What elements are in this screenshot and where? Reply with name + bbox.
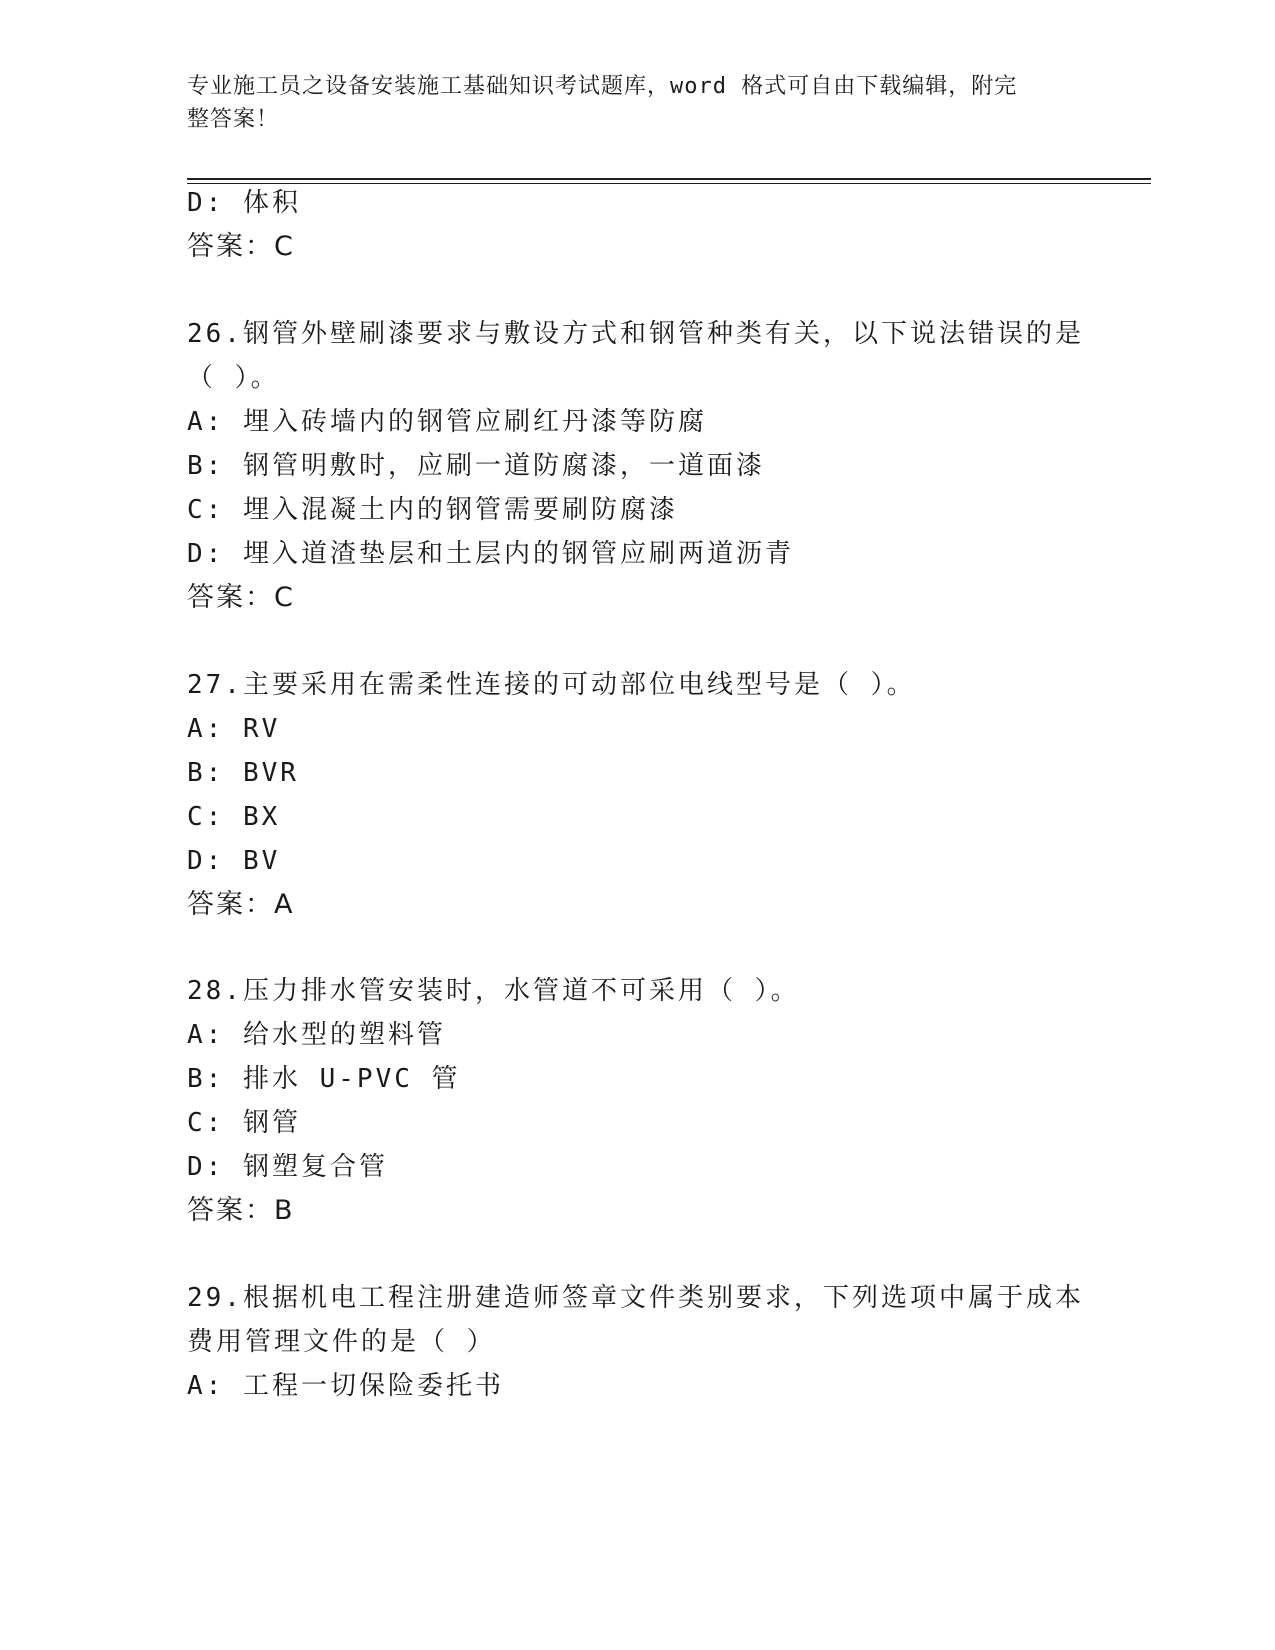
question-27-stem: 27.主要采用在需柔性连接的可动部位电线型号是（ ）。 <box>187 670 916 700</box>
question-28-option-d: D: 钢塑复合管 <box>187 1152 388 1182</box>
question-26-option-a: A: 埋入砖墙内的钢管应刷红丹漆等防腐 <box>187 407 707 437</box>
question-29-option-a: A: 工程一切保险委托书 <box>187 1371 504 1401</box>
question-26-stem: 26.钢管外壁刷漆要求与敷设方式和钢管种类有关，以下说法错误的是 <box>187 319 1084 349</box>
header-divider-thin <box>187 183 1151 184</box>
question-28-stem: 28.压力排水管安装时，水管道不可采用（ ）。 <box>187 976 800 1006</box>
document-header <box>187 70 1087 136</box>
header-line-1: 专业施工员之设备安装施工基础知识考试题库，word 格式可自由下载编辑，附完 <box>187 74 1018 99</box>
question-28-option-b: B: 排水 U-PVC 管 <box>187 1064 461 1094</box>
option-d: D: 体积 <box>187 188 301 218</box>
question-26-option-d: D: 埋入道渣垫层和土层内的钢管应刷两道沥青 <box>187 539 794 569</box>
question-28-option-a: A: 给水型的塑料管 <box>187 1020 446 1050</box>
question-26-answer: 答案：C <box>187 582 295 613</box>
question-27-answer: 答案：A <box>187 889 295 920</box>
header-line-2: 整答案！ <box>187 107 280 132</box>
question-27-option-d: D: BV <box>187 846 281 876</box>
question-28-option-c: C: 钢管 <box>187 1108 301 1138</box>
answer: 答案：C <box>187 231 295 262</box>
question-27-option-c: C: BX <box>187 802 281 832</box>
question-27-option-a: A: RV <box>187 714 281 744</box>
question-29-stem: 29.根据机电工程注册建造师签章文件类别要求，下列选项中属于成本 <box>187 1283 1084 1313</box>
question-27-option-b: B: BVR <box>187 758 299 788</box>
question-29-stem-cont: 费用管理文件的是（ ） <box>187 1327 496 1357</box>
question-26-option-c: C: 埋入混凝土内的钢管需要刷防腐漆 <box>187 495 678 525</box>
question-26-option-b: B: 钢管明敷时，应刷一道防腐漆，一道面漆 <box>187 451 765 481</box>
question-28-answer: 答案：B <box>187 1195 295 1226</box>
question-26-stem-cont: （ ）。 <box>187 363 280 393</box>
header-divider-thick <box>187 178 1151 180</box>
